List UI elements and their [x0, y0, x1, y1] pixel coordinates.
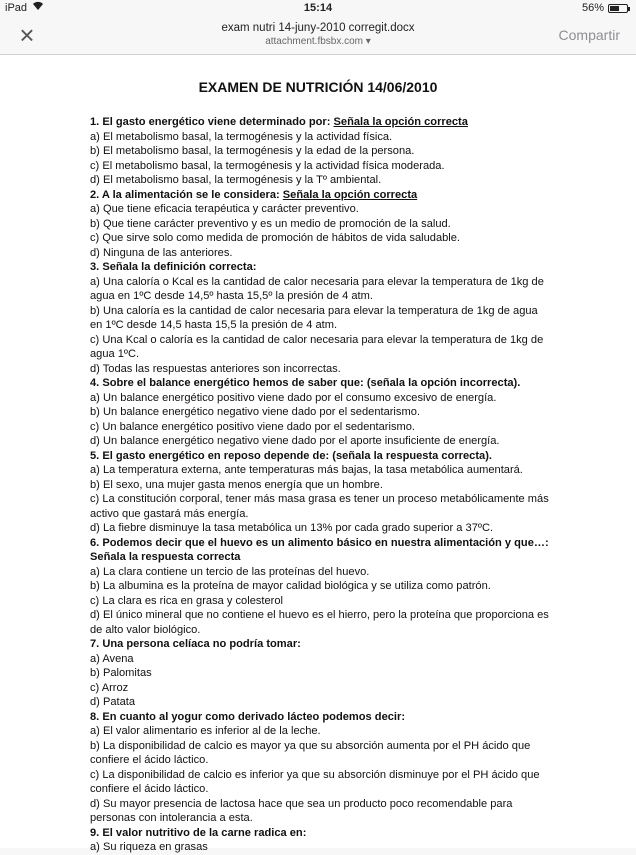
exam-title: EXAMEN DE NUTRICIÓN 14/06/2010 — [198, 79, 438, 95]
close-button[interactable]: × — [19, 20, 35, 50]
question-1-text: 1. El gasto energético viene determinado por: — [90, 116, 334, 128]
question-8: 8. En cuanto al yogur como derivado lácteo podemos decir: — [90, 710, 406, 723]
document-page — [0, 55, 636, 853]
battery-percent: 56% — [581, 2, 604, 14]
question-2-text: 2. A la alimentación se le considera: — [90, 188, 283, 201]
question-1 — [90, 115, 550, 130]
question-7: 7. Una persona celíaca no podría tomar: — [90, 638, 301, 650]
document-title: exam nutri 14-juny-2010 corregit.docx — [221, 22, 415, 34]
option: b) Que tiene carácter preventivo y es un medio de promoción de la salud. — [90, 217, 451, 230]
question-4: 4. Sobre el balance energético hemos de saber que: (señala la opción incorrecta). — [90, 377, 521, 389]
question-5: 5. El gasto energético en reposo depende de: (señala la respuesta correcta). — [90, 449, 492, 462]
option: c) Que sirve solo como medida de promoción de hábitos de vida saludable. — [90, 232, 460, 244]
question-3: 3. Señala la definición correcta: — [90, 261, 257, 273]
option: a) Un balance energético positivo viene dado por el consumo excesivo de energía. — [90, 391, 497, 404]
option: c) La disponibilidad de calcio es inferior ya que su absorción disminuye por el PH ácido que confiere el ácido láctico. — [90, 768, 540, 795]
option: c) Arroz — [90, 681, 129, 694]
question-1-hint: Señala la opción correcta — [333, 116, 468, 128]
question-2 — [90, 188, 550, 203]
navigation-bar — [0, 16, 636, 55]
battery-status — [582, 2, 628, 14]
battery-fill — [610, 6, 619, 11]
option: d) Su mayor presencia de lactosa hace que sea un producto poco recomendable para personas con intolerancia a esta. — [90, 797, 513, 824]
document-title-area — [0, 20, 636, 50]
option: a) Que tiene eficacia terapéutica y carácter preventivo. — [90, 203, 359, 215]
carrier-label: iPad — [5, 2, 28, 14]
option: a) La temperatura externa, ante temperaturas más bajas, la tasa metabólica aumentará. — [90, 464, 523, 476]
option: d) El único mineral que no contiene el huevo es el hierro, pero la proteína que proporciona es de alto valor biológico. — [90, 609, 549, 636]
option: d) Todas las respuestas anteriores son incorrectas. — [90, 362, 341, 375]
document-source[interactable]: attachment.fbsbx.com ▾ — [265, 36, 371, 47]
option: a) El valor alimentario es inferior al de la leche. — [90, 725, 321, 737]
option: b) El metabolismo basal, la termogénesis y la edad de la persona. — [90, 145, 415, 157]
option: d) Un balance energético negativo viene dado por el aporte insuficiente de energía. — [90, 435, 500, 447]
question-2-hint: Señala la opción correcta — [282, 188, 418, 201]
option: d) El metabolismo basal, la termogénesis y la Tº ambiental. — [90, 174, 382, 186]
option: d) Ninguna de las anteriores. — [90, 246, 233, 259]
option: a) Su riqueza en grasas — [90, 841, 208, 853]
option: b) Un balance energético negativo viene dado por el sedentarismo. — [90, 406, 420, 418]
battery-icon — [608, 4, 628, 13]
option: a) Avena — [90, 652, 134, 665]
exam-content — [90, 115, 550, 855]
option: b) Palomitas — [90, 667, 152, 679]
option: c) Una Kcal o caloría es la cantidad de calor necesaria para elevar la temperatura de 1kg de agua 1ºC. — [90, 333, 544, 360]
option: d) Patata — [90, 696, 136, 708]
option: b) La albumina es la proteína de mayor calidad biológica y se utiliza como patrón. — [90, 580, 491, 592]
clock: 15:14 — [303, 2, 333, 14]
option: c) La clara es rica en grasa y colesterol — [90, 594, 283, 607]
option: b) El sexo, una mujer gasta menos energía que un hombre. — [90, 478, 383, 491]
option: a) El metabolismo basal, la termogénesis y la actividad física. — [90, 130, 393, 143]
question-9: 9. El valor nutritivo de la carne radica en: — [90, 826, 307, 839]
option: a) La clara contiene un tercio de las proteínas del huevo. — [90, 565, 370, 578]
status-bar — [0, 0, 636, 16]
option: b) La disponibilidad de calcio es mayor ya que su absorción aumenta por el PH ácido que confiere el ácido láctico. — [90, 739, 531, 766]
option: a) Una caloría o Kcal es la cantidad de calor necesaria para elevar la temperatura de 1kg de agua en 1ºC desde 14,5º hasta 15,5º la presión de 4 atm. — [90, 275, 544, 302]
option: b) Una caloría es la cantidad de calor necesaria para elevar la temperatura de 1kg de agua en 1ºC desde 14,5 hasta 15,5 la presión de 4 atm. — [90, 304, 538, 331]
question-6: 6. Podemos decir que el huevo es un alimento básico en nuestra alimentación y que…: Señala la respuesta correcta — [90, 536, 549, 563]
option: c) El metabolismo basal, la termogénesis y la actividad física moderada. — [90, 159, 445, 172]
share-button[interactable]: Compartir — [558, 27, 620, 43]
option: c) La constitución corporal, tener más masa grasa es tener un proceso metabólicamente más activo que gastará más energía. — [90, 493, 549, 520]
option: d) La fiebre disminuye la tasa metabólica un 13% por cada grado superior a 37ºC. — [90, 522, 494, 534]
option: c) Un balance energético positivo viene dado por el sedentarismo. — [90, 420, 415, 433]
